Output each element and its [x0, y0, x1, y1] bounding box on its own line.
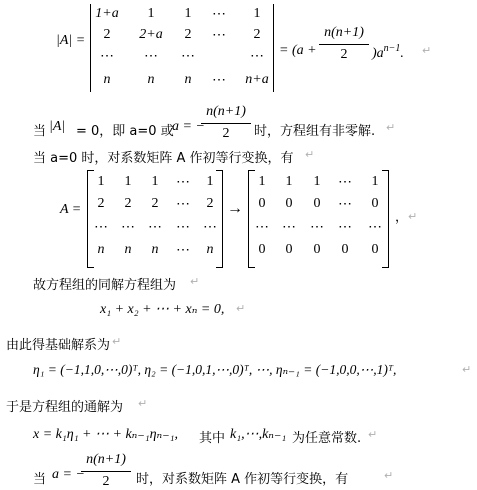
- det-cell: ⋯: [212, 73, 226, 88]
- sum-equation: x₁ + x₂ + ⋯ + xₙ = 0,: [100, 302, 225, 317]
- matrix-lhs: A =: [60, 202, 82, 217]
- frac-numerator: n(n+1): [86, 452, 126, 467]
- return-mark: ↵: [422, 44, 432, 57]
- line-basic-solutions: 由此得基础解系为: [6, 338, 111, 353]
- frac-numerator: n(n+1): [206, 104, 246, 119]
- constants: k₁,⋯,kₙ₋₁: [230, 427, 287, 442]
- det-frac-line: [319, 44, 369, 45]
- det-cell: ⋯: [212, 7, 226, 22]
- det-cell: 1+a: [95, 6, 119, 21]
- det-cell: 1: [253, 6, 261, 21]
- frac-denominator: 2: [222, 126, 230, 141]
- det-cell: n: [103, 72, 111, 87]
- det-cell: 2: [103, 27, 111, 42]
- det-cell: n: [184, 72, 192, 87]
- det-cell: ⋯: [181, 49, 195, 64]
- det-cell: 1: [184, 6, 192, 21]
- line-a-zero: 当 a=0 时，对系数矩阵 A 作初等行变换，有: [33, 151, 294, 166]
- basis-vectors: η₁ = (−1,1,0,⋯,0)ᵀ, η₂ = (−1,0,1,⋯,0)ᵀ, ⋯, ηₙ₋₁ = (−1,0,0,⋯,1)ᵀ,: [33, 362, 397, 377]
- det-rhs-close: )$a^{n-1}$.: [372, 43, 404, 61]
- det-cell: n+a: [245, 72, 269, 87]
- det-cell: 2: [253, 27, 261, 42]
- det-cell: n: [147, 72, 155, 87]
- det-cell: 2+a: [139, 27, 163, 42]
- det-cell: ⋯: [212, 28, 226, 43]
- det-cell: ⋯: [250, 49, 264, 64]
- frac-line: [81, 471, 131, 472]
- abs-a: |A|: [49, 119, 66, 134]
- frac-line: [201, 123, 251, 124]
- det-cell: 2: [184, 27, 192, 42]
- line-equivalent-system: 故方程组的同解方程组为: [33, 278, 177, 293]
- general-expr: x = k₁η₁ + ⋯ + kₙ₋₁ηₙ₋₁,: [33, 427, 178, 442]
- frac-denominator: 2: [102, 474, 110, 489]
- det-frac-denominator: 2: [340, 47, 348, 62]
- det-frac-numerator: n(n+1): [324, 25, 364, 40]
- line-general-solution: 于是方程组的通解为: [6, 400, 124, 415]
- det-cell: ⋯: [100, 49, 114, 64]
- det-rhs-open: = (a +: [279, 43, 317, 58]
- det-lhs: |A| =: [56, 33, 86, 48]
- det-cell: ⋯: [144, 49, 158, 64]
- transform-arrow: →: [227, 200, 243, 217]
- det-cell: 1: [147, 6, 155, 21]
